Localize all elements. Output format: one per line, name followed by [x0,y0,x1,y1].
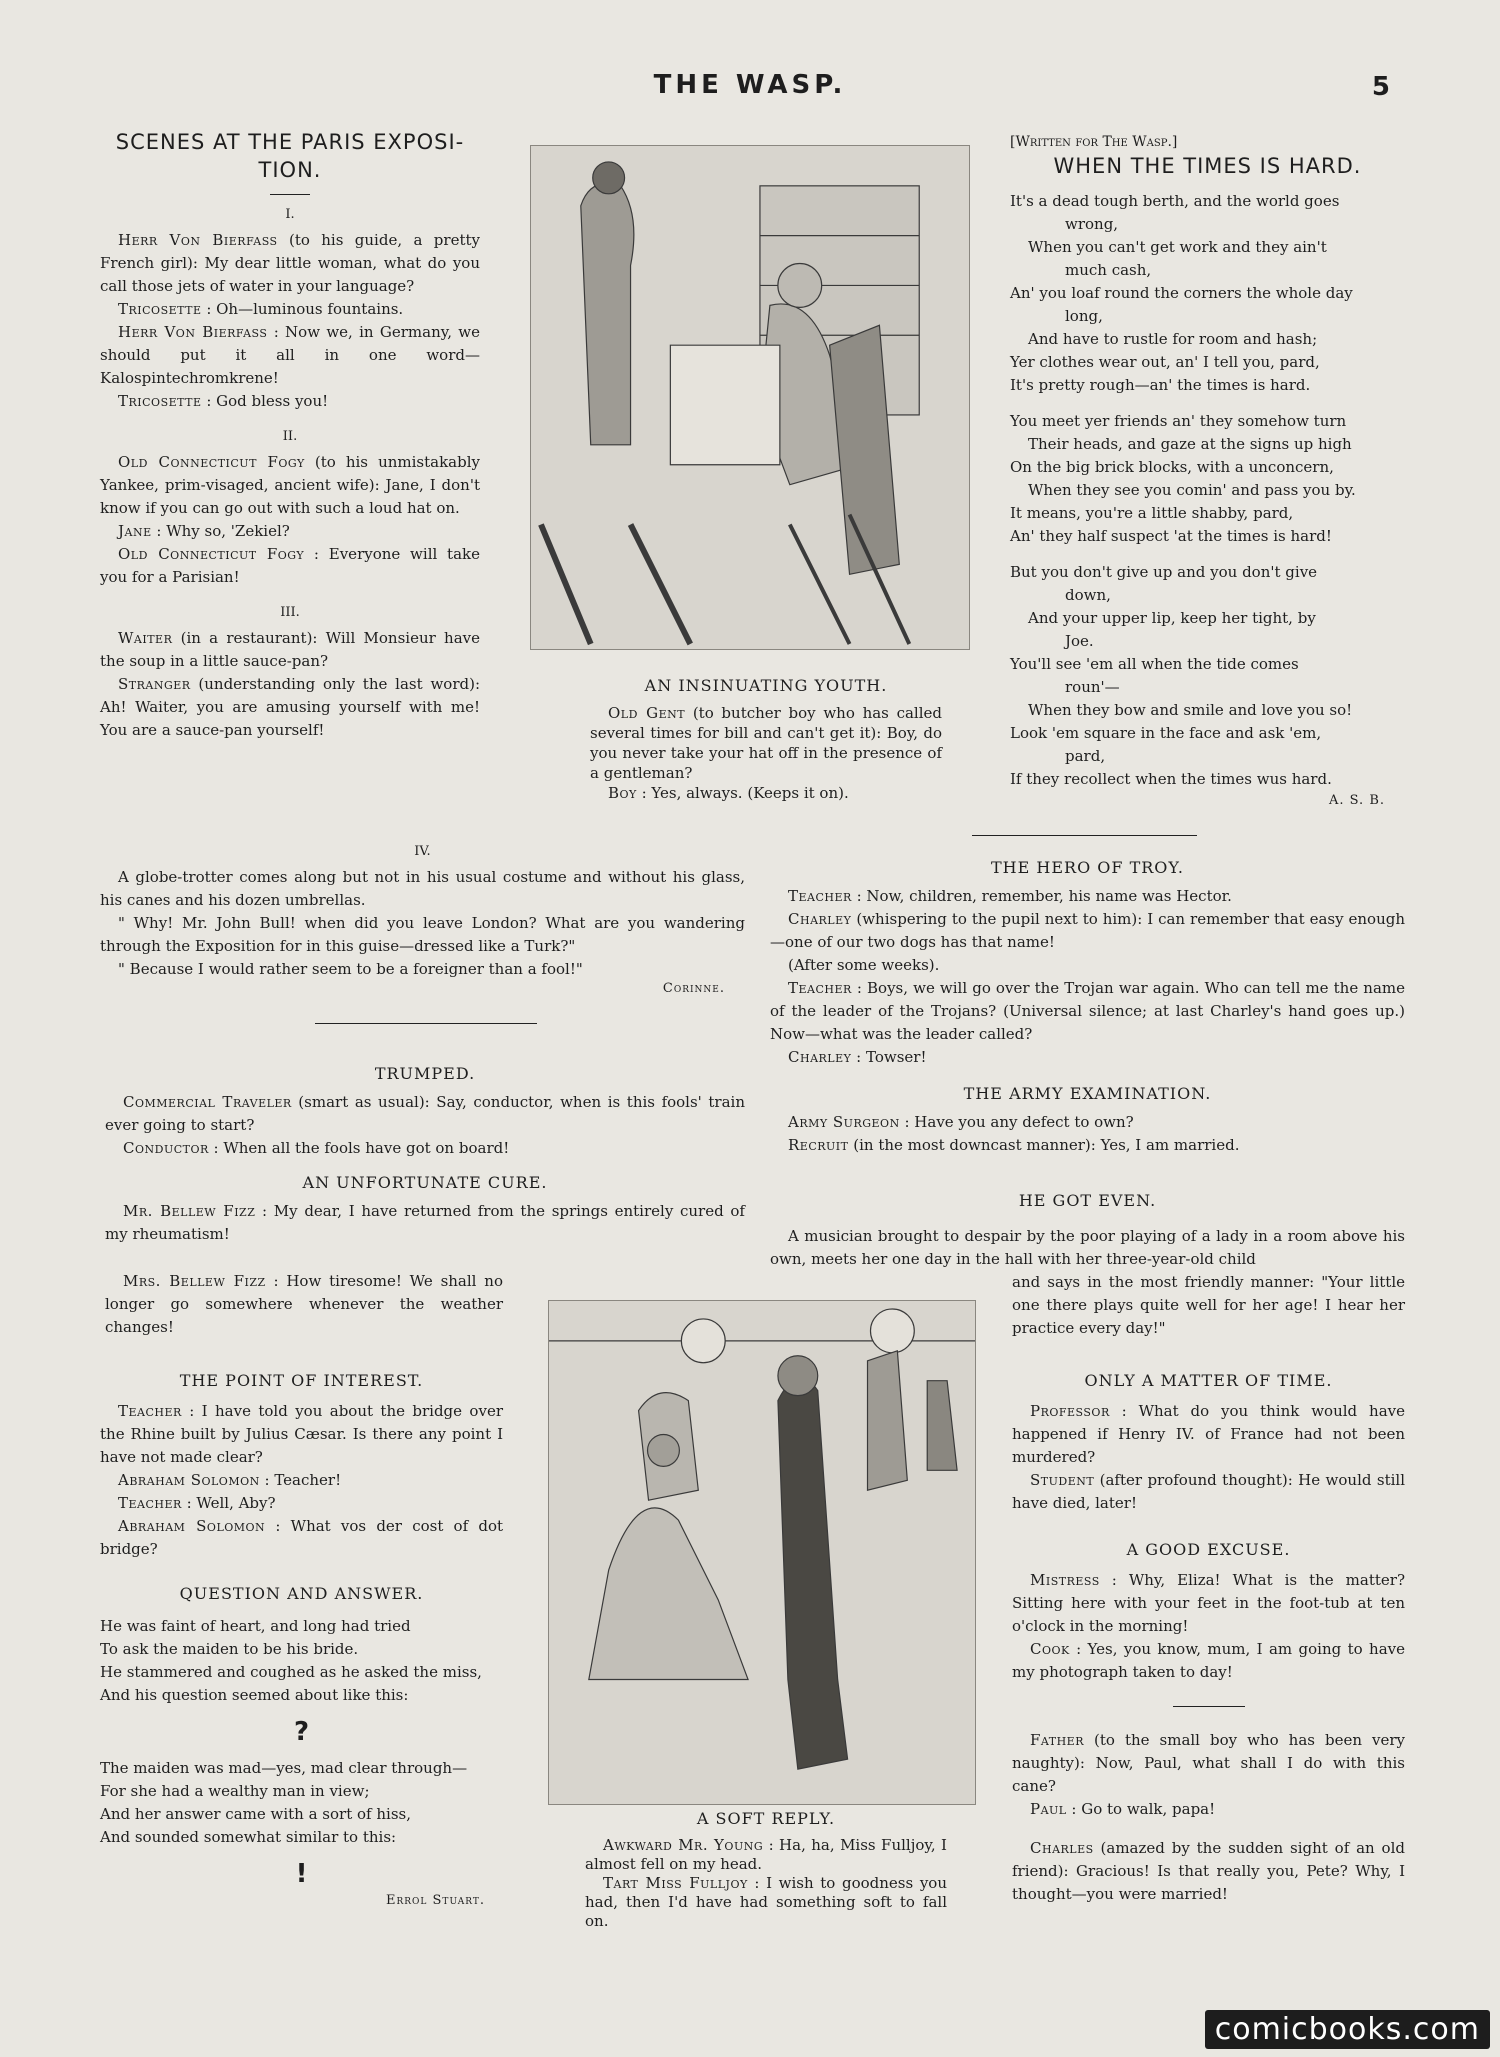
insinuating-line: Boy : Yes, always. (Keeps it on). [608,784,849,802]
scene-line: Jane : Why so, 'Zekiel? [118,522,290,540]
hero-troy-line: Charley (whispering to the pupil next to him): I can remember that easy enough—one of our two dogs has that name! [770,910,1405,951]
question-title: QUESTION AND ANSWER. [179,1584,424,1603]
trumped-section [105,1063,745,1246]
soft-reply-line: Awkward Mr. Young : Ha, ha, Miss Fulljoy, I almost fell on my head. [585,1836,947,1873]
scene-numeral: II. [282,429,298,444]
scene-line: Tricosette : Oh—luminous fountains. [118,300,404,318]
hero-troy-line: Teacher : Boys, we will go over the Trojan war again. Who can tell me the name of the leader of the Trojans? (Universal silence; at last Charley's hand goes up.) Now—what was the leader called? [770,979,1405,1043]
scene-line: Herr Von Bierfass : Now we, in Germany, we should put it all in one word—Kalospintechromkrene! [100,323,480,387]
hero-troy-line: Charley : Towser! [788,1048,927,1066]
cure-title: AN UNFORTUNATE CURE. [302,1173,548,1192]
question-mark: ? [293,1717,310,1747]
insinuating-section [590,675,942,803]
got-even-section [770,1190,1405,1212]
scene-line: Tricosette : God bless you! [118,392,329,410]
point-interest-line: Abraham Solomon : What vos der cost of dot bridge? [100,1517,504,1558]
got-even-continuation: and says in the most friendly manner: "Your little one there plays quite well for her age! I hear her practice every day!" [1012,1273,1405,1337]
poem-stanza: You meet yer friends an' they somehow turn Their heads, and gaze at the signs up high On the big brick blocks, with a unconcern, When they see you comin' and pass you by. It means, you're a little shabby, pard, An' they half suspect 'at the times is hard! [1010,412,1356,545]
charles-line: Charles (amazed by the sudden sight of an old friend): Gracious! Is that really you, Pete? Why, I thought—you were married! [1012,1839,1405,1903]
hero-troy-title: THE HERO OF TROY. [991,858,1184,877]
times-hard-title: WHEN THE TIMES IS HARD. [1053,154,1362,178]
insinuating-line: Old Gent (to butcher boy who has called several times for bill and can't get it): Boy, do you never take your hat off in the presence of a gentleman? [590,704,942,782]
divider [270,194,310,195]
divider [972,835,1197,836]
got-even-title: HE GOT EVEN. [1018,1191,1157,1210]
ballroom-illustration [548,1300,976,1805]
scene-line: " Why! Mr. John Bull! when did you leave London? What are you wandering through the Exposition for in this guise—dressed like a Turk?" [100,914,745,955]
point-interest-section [100,1370,503,1908]
matter-time-line: Student (after profound thought): He would still have died, later! [1012,1471,1405,1512]
restaurant-illustration [530,145,970,650]
got-even-text-cont [1012,1271,1405,1340]
hero-troy-line: (After some weeks). [788,956,940,974]
scene-line: Old Connecticut Fogy : Everyone will take you for a Parisian! [100,545,480,586]
scene-signature: Corinne. [662,981,725,996]
soft-reply-section [585,1808,947,1931]
illustration-drawing [549,1301,975,1804]
masthead-title: THE WASP. [653,70,847,100]
poem-stanza: But you don't give up and you don't give down, And your upper lip, keep her tight, by Joe. You'll see 'em all when the tide comes roun'— When they bow and smile and love you so! Look 'em square in the face and ask 'em, pard, If they recollect when the times wus hard. [1010,563,1353,788]
matter-time-title: ONLY A MATTER OF TIME. [1084,1371,1333,1390]
scenes-section [100,128,480,742]
excuse-line: Cook : Yes, you know, mum, I am going to have my photograph taken to day! [1012,1640,1405,1681]
excuse-line: Mistress : Why, Eliza! What is the matter? Sitting here with your feet in the foot-tub at ten o'clock in the morning! [1012,1571,1405,1635]
point-interest-title: THE POINT OF INTEREST. [179,1371,424,1390]
army-line: Recruit (in the most downcast manner): Yes, I am married. [788,1136,1240,1154]
scene-line: Waiter (in a restaurant): Will Monsieur have the soup in a little sauce-pan? [100,629,480,670]
times-hard-section [1010,134,1405,808]
got-even-text: A musician brought to despair by the poor playing of a lady in a room above his own, meets her one day in the hall with her three-year-old child [770,1227,1405,1268]
army-title: THE ARMY EXAMINATION. [963,1084,1212,1103]
divider [1173,1706,1245,1707]
scene-line: Old Connecticut Fogy (to his unmistakably Yankee, prim-visaged, ancient wife): Jane, I don't know if you can go out with such a loud hat on. [100,453,480,517]
point-interest-line: Teacher : Well, Aby? [118,1494,276,1512]
trumped-line: Commercial Traveler (smart as usual): Say, conductor, when is this fools' train ever going to start? [105,1093,745,1134]
scene-line: A globe-trotter comes along but not in his usual costume and without his glass, his canes and his dozen umbrellas. [100,868,745,909]
divider [315,1023,537,1024]
times-hard-signature: A. S. B. [1328,793,1385,808]
scene-four-section [100,842,745,996]
question-stanza: The maiden was mad—yes, mad clear through— For she had a wealthy man in view; And her answer came with a sort of hiss, And sounded somewhat similar to this: [100,1759,468,1846]
scene-line: Stranger (understanding only the last word): Ah! Waiter, you are amusing yourself with me! You are a sauce-pan yourself! [100,675,480,739]
soft-reply-title: A SOFT REPLY. [696,1809,836,1828]
scene-numeral: III. [280,605,300,620]
excuse-title: A GOOD EXCUSE. [1126,1540,1291,1559]
right-lower-section [1012,1370,1405,1906]
matter-time-line: Professor : What do you think would have happened if Henry IV. of France had not been murdered? [1012,1402,1405,1466]
scenes-title: SCENES AT THE PARIS EXPOSI- TION. [115,130,465,182]
army-line: Army Surgeon : Have you any defect to own? [788,1113,1134,1131]
poem-stanza: It's a dead tough berth, and the world goes wrong, When you can't get work and they ain't much cash, An' you loaf round the corners the whole day long, And have to rustle for room and hash; Yer clothes wear out, an' I tell you, pard, It's pretty rough—an' the times is hard. [1010,192,1353,394]
scene-numeral: I. [285,207,295,222]
scene-line: Herr Von Bierfass (to his guide, a pretty French girl): My dear little woman, what do you call those jets of water in your language? [100,231,480,295]
hero-troy-section [770,857,1405,1157]
exclamation-mark: ! [295,1859,308,1889]
trumped-title: TRUMPED. [374,1064,476,1083]
hero-troy-line: Teacher : Now, children, remember, his name was Hector. [788,887,1232,905]
question-stanza: He was faint of heart, and long had tried To ask the maiden to be his bride. He stammered and coughed as he asked the miss, And his question seemed about like this: [100,1617,482,1704]
cure-line: Mrs. Bellew Fizz : How tiresome! We shall no longer go somewhere whenever the weather changes! [105,1272,503,1336]
father-line: Paul : Go to walk, papa! [1030,1800,1216,1818]
insinuating-title: AN INSINUATING YOUTH. [644,676,888,695]
scene-line: " Because I would rather seem to be a foreigner than a fool!" [118,960,583,978]
page-number: 5 [1371,72,1390,102]
point-interest-line: Teacher : I have told you about the bridge over the Rhine built by Julius Cæsar. Is there any point I have not made clear? [100,1402,503,1466]
site-watermark: comicbooks.com [1205,2010,1490,2049]
trumped-line: Conductor : When all the fools have got on board! [123,1139,510,1157]
soft-reply-line: Tart Miss Fulljoy : I wish to goodness you had, then I'd have had something soft to fall on. [585,1874,947,1930]
point-interest-line: Abraham Solomon : Teacher! [118,1471,342,1489]
father-line: Father (to the small boy who has been very naughty): Now, Paul, what shall I do with this cane? [1012,1731,1405,1795]
times-hard-credit: [Written for The Wasp.] [1010,134,1178,150]
scene-numeral: IV. [414,844,431,859]
question-signature: Errol Stuart. [386,1893,485,1908]
cure-line: Mr. Bellew Fizz : My dear, I have returned from the springs entirely cured of my rheumatism! [105,1202,745,1243]
illustration-drawing [531,146,969,649]
